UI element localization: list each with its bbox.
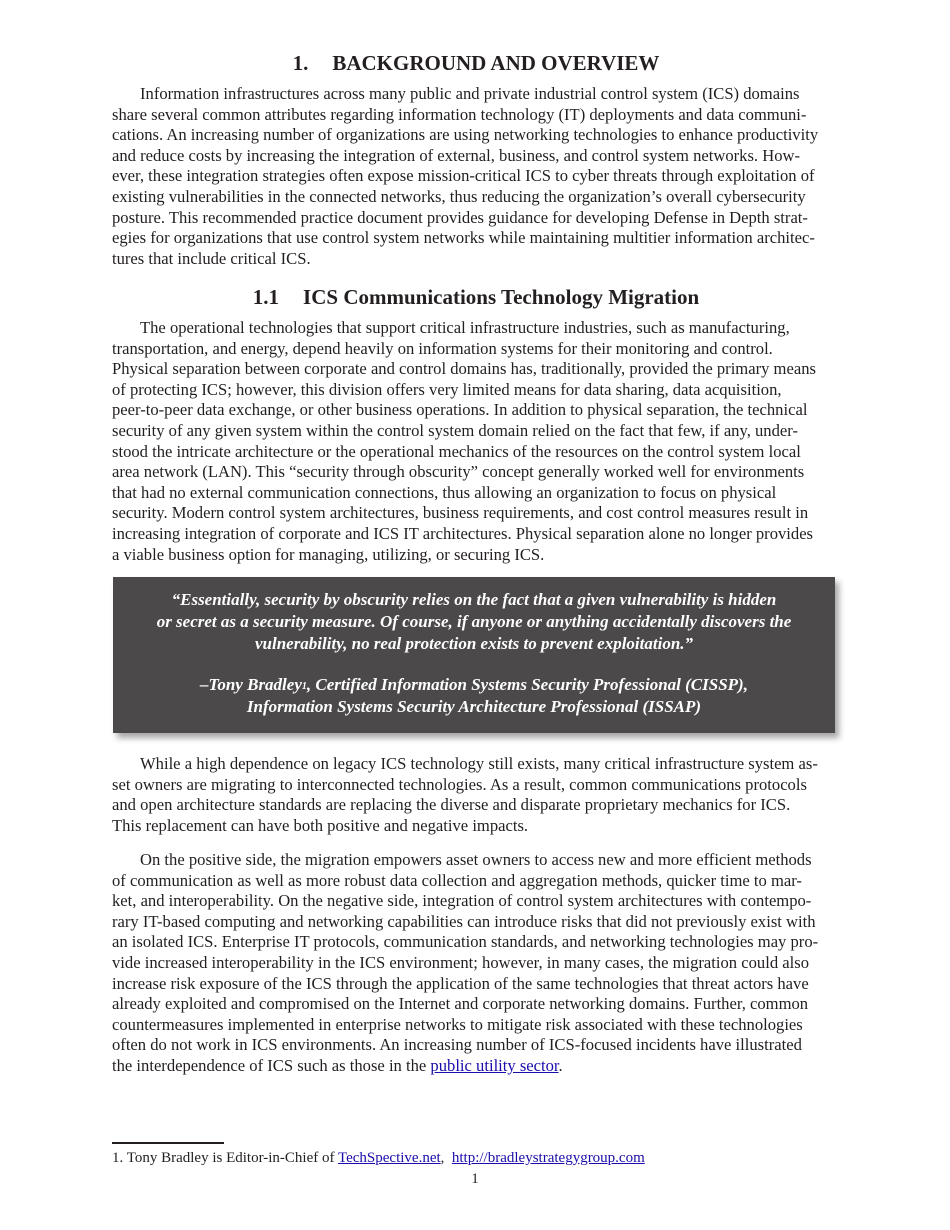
text-span: the interdependence of ICS such as those in the [112, 1055, 431, 1075]
migration-paragraph [112, 318, 840, 565]
text-line: share several common attributes regarding information technology (IT) deployments and data communi- [112, 104, 807, 124]
text-line: security of any given system within the control system domain relied on the fact that few, if any, under- [112, 420, 798, 440]
footnote-separator: , [440, 1150, 452, 1166]
text-line: ket, and interoperability. On the negative side, integration of control system architectures with contempo- [112, 891, 812, 911]
attribution-line [113, 674, 835, 696]
impacts-paragraph [112, 850, 840, 1077]
attribution-line: Information Systems Security Architecture Professional (ISSAP) [246, 697, 702, 717]
text-line: ever, these integration strategies often expose mission-critical ICS to cyber threats through exploitation of [112, 166, 815, 186]
text-line: of communication as well as more robust data collection and aggregation methods, quicker time to mar- [112, 870, 802, 890]
attribution-name: –Tony Bradley [200, 675, 302, 694]
text-line: already exploited and compromised on the Internet and corporate networking domains. Further, common [112, 994, 809, 1014]
attribution-credentials: , Certified Information Systems Security Professional (CISSP), [306, 675, 748, 694]
text-line: that had no external communication connections, thus allowing an organization to focus on physical [112, 482, 777, 502]
bradley-strategy-link[interactable]: http://bradleystrategygroup.com [451, 1150, 645, 1166]
quote-line: vulnerability, no real protection exists to prevent exploitation.” [254, 634, 694, 654]
text-line: and reduce costs by increasing the integration of external, business, and control system networks. How- [112, 145, 801, 165]
text-line: tures that include critical ICS. [112, 248, 311, 268]
intro-paragraph [112, 84, 840, 269]
text-line: countermeasures implemented in enterprise networks to mitigate risk associated with these technologies [112, 1014, 803, 1034]
text-line: of protecting ICS; however, this division offers very limited means for data sharing, data acquisition, [112, 379, 782, 399]
section-title: BACKGROUND AND OVERVIEW [332, 51, 660, 75]
subsection-heading [112, 284, 840, 310]
quote-text [113, 589, 835, 656]
pull-quote [113, 577, 835, 733]
text-line: peer-to-peer data exchange, or other business operations. In addition to physical separation, the technical [112, 400, 808, 420]
subsection-title: ICS Communications Technology Migration [303, 285, 700, 309]
text-line: set owners are migrating to interconnected technologies. As a result, common communications protocols [112, 774, 807, 794]
text-line: Information infrastructures across many public and private industrial control system (ICS) domains [140, 84, 800, 103]
text-line: and open architecture standards are replacing the diverse and disparate proprietary mechanics for ICS. [112, 795, 791, 815]
public-utility-sector-link[interactable]: public utility sector [430, 1055, 559, 1075]
techspective-link[interactable]: TechSpective.net [337, 1150, 441, 1166]
footnote-marker: 1 [301, 681, 307, 692]
page-number: 1 [471, 1171, 479, 1187]
text-line: While a high dependence on legacy ICS technology still exists, many critical infrastructure system as- [140, 754, 818, 773]
text-line: vide increased interoperability in the ICS environment; however, in many cases, the migration could also [112, 952, 810, 972]
text-line: posture. This recommended practice document provides guidance for developing Defense in Depth strat- [112, 207, 808, 227]
quote-line: or secret as a security measure. Of course, if anyone or anything accidentally discovers the [156, 612, 792, 632]
text-line: cations. An increasing number of organizations are using networking technologies to enhance productivity [112, 125, 819, 145]
legacy-paragraph [112, 754, 840, 836]
text-line: On the positive side, the migration empowers asset owners to access new and more efficient methods [140, 850, 812, 869]
text-span: . [558, 1055, 563, 1075]
section-number: 1. [292, 51, 309, 75]
subsection-number: 1.1 [252, 285, 280, 309]
text-line: security. Modern control system architectures, business requirements, and cost control measures result in [112, 503, 809, 523]
text-line: transportation, and energy, depend heavily on information systems for their monitoring and control. [112, 338, 773, 358]
text-line: an isolated ICS. Enterprise IT protocols, communication standards, and networking technologies may pro- [112, 932, 819, 952]
text-line: rary IT-based computing and networking capabilities can introduce risks that did not previously exist with [112, 911, 816, 931]
text-line: stood the intricate architecture or the operational mechanics of the resources on the control system local [112, 441, 801, 461]
text-line: often do not work in ICS environments. An increasing number of ICS-focused incidents have illustrated [112, 1035, 802, 1055]
text-line: existing vulnerabilities in the connected networks, thus reducing the organization’s overall cybersecurity [112, 186, 806, 206]
section-heading [112, 50, 840, 76]
quote-line: “Essentially, security by obscurity relies on the fact that a given vulnerability is hidden [171, 590, 777, 609]
footnote-text: 1. Tony Bradley is Editor-in-Chief of [112, 1150, 338, 1166]
footnote-divider [112, 1142, 224, 1144]
footnote [112, 1149, 645, 1167]
text-line: increase risk exposure of the ICS through the application of the same technologies that threat actors have [112, 973, 809, 993]
text-line: This replacement can have both positive and negative impacts. [112, 815, 529, 835]
text-line: a viable business option for managing, utilizing, or securing ICS. [112, 544, 545, 564]
text-line: increasing integration of corporate and ICS IT architectures. Physical separation alone no longer provides [112, 523, 814, 543]
text-line [112, 1056, 840, 1077]
text-line: area network (LAN). This “security through obscurity” concept generally worked well for environments [112, 462, 805, 482]
quote-attribution [113, 674, 835, 718]
text-line: Physical separation between corporate and control domains has, traditionally, provided the primary means [112, 359, 816, 379]
text-line: egies for organizations that use control system networks while maintaining multitier information architec- [112, 228, 815, 248]
text-line: The operational technologies that support critical infrastructure industries, such as manufacturing, [140, 318, 790, 337]
